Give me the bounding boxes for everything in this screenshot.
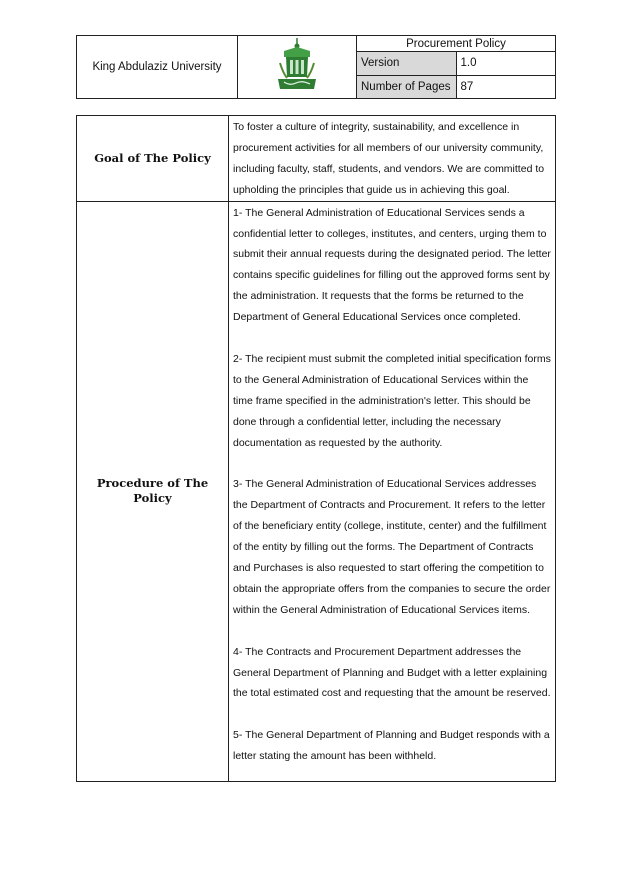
procedure-step: 3- The General Administration of Educational Services addresses the Department of Contracts and Procurement. It refers to the letter of the beneficiary entity (college, institute, center) and the fulfillment of the entity by filling out the forms. The Department of Contracts and Purchases is also requested to start offering the competition to obtain the appropriate offers from the companies to secure the order within the General Administration of Educational Services items. bbox=[233, 478, 551, 616]
procedure-step: 4- The Contracts and Procurement Department addresses the General Department of Planning and Budget with a letter explaining the total estimated cost and requesting that the amount be reserved. bbox=[233, 645, 551, 700]
logo-cell bbox=[238, 36, 357, 99]
university-name: King Abdulaziz University bbox=[77, 36, 238, 99]
version-label: Version bbox=[357, 52, 457, 76]
university-crest-icon bbox=[274, 37, 320, 95]
goal-heading: Goal of The Policy bbox=[77, 116, 229, 202]
goal-text: To foster a culture of integrity, sustainability, and excellence in procurement activities for all members of our university community, including faculty, staff, students, and vendors. We are committed to upholding the principles that guide us in achieving this goal. bbox=[229, 116, 556, 202]
pages-value: 87 bbox=[456, 75, 556, 99]
version-value: 1.0 bbox=[456, 52, 556, 76]
procedure-step: 2- The recipient must submit the completed initial specification forms to the General Administration of Educational Services within the time frame specified in the administration's letter. This should be done through a confidential letter, including the necessary documentation as requested by the authority. bbox=[233, 352, 551, 449]
policy-title: Procurement Policy bbox=[357, 36, 556, 52]
policy-table bbox=[76, 115, 556, 782]
procedure-heading: Procedure of The Policy bbox=[77, 201, 229, 781]
procedure-steps bbox=[229, 201, 556, 781]
procedure-step: 1- The General Administration of Educational Services sends a confidential letter to colleges, institutes, and centers, urging them to submit their annual requests during the designated period. The letter contains specific guidelines for filling out the approved forms sent by the administration. It requests that the forms be returned to the Department of General Educational Services once completed. bbox=[233, 206, 551, 324]
document-header bbox=[76, 35, 556, 99]
pages-label: Number of Pages bbox=[357, 75, 457, 99]
procedure-step: 5- The General Department of Planning and Budget responds with a letter stating the amount has been withheld. bbox=[233, 729, 550, 763]
